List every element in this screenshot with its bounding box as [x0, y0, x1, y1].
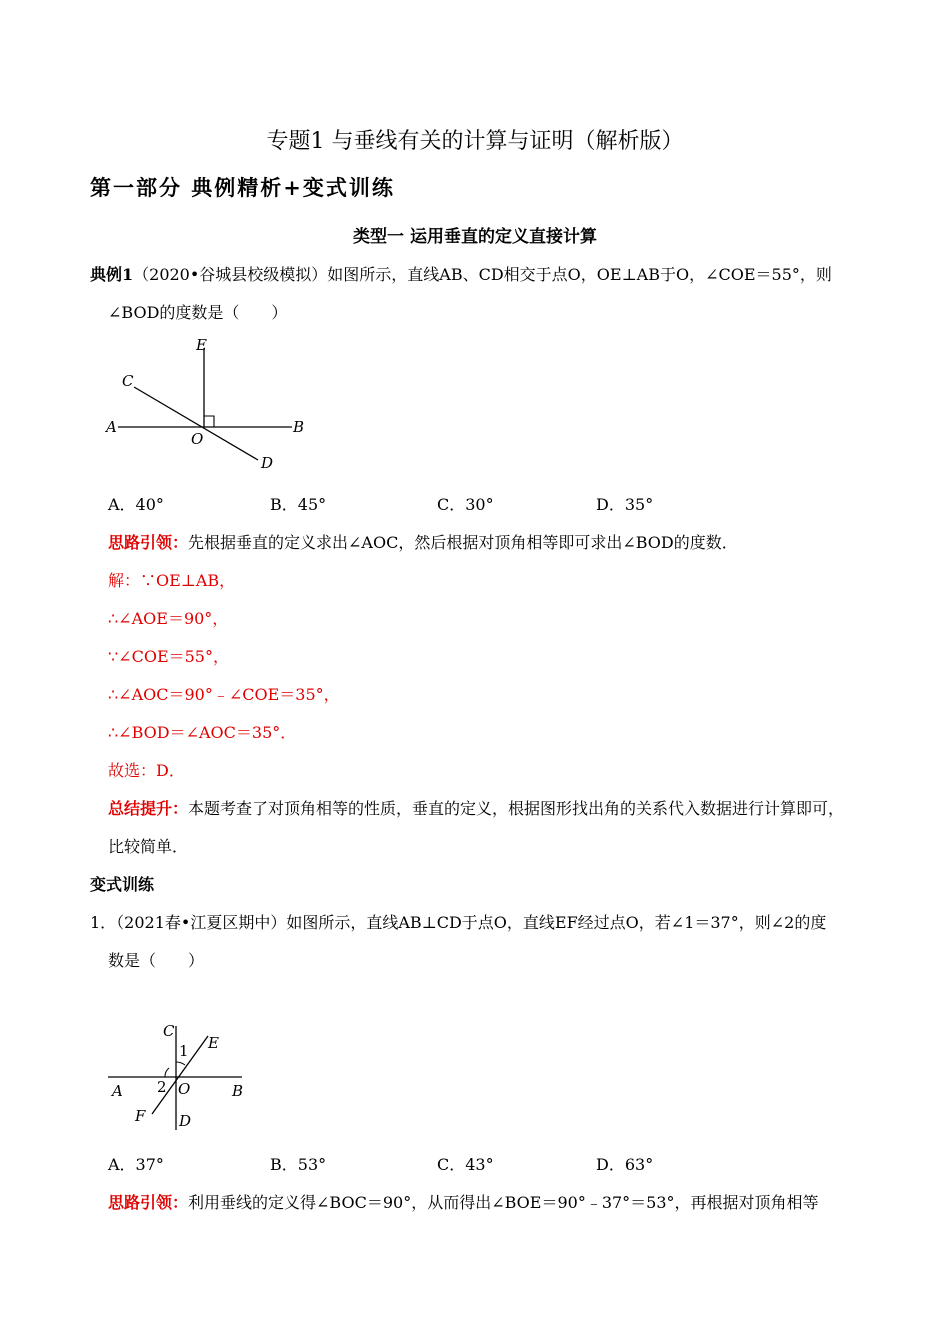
solution-line-6: 故选：D．	[108, 761, 185, 780]
example1-hint	[108, 530, 738, 553]
example1-summary	[108, 796, 844, 819]
example1-figure	[100, 332, 320, 477]
example1-hint-label: 思路引领：	[108, 533, 189, 552]
example1-summary-label: 总结提升：	[108, 799, 189, 818]
part-heading: 第一部分 典例精析+变式训练	[90, 175, 395, 200]
solution-line-3: ∵∠COE＝55°，	[108, 647, 229, 666]
fig2-label-c: C	[163, 1022, 175, 1040]
variant-q1-line2: 数是（ ）	[108, 951, 205, 970]
example1-line1: （2020•谷城县校级模拟）如图所示，直线AB、CD相交于点O，OE⊥AB于O，∠COE＝55°，则	[133, 265, 832, 284]
example1-option-c: C．30°	[437, 495, 494, 514]
variant-q1-line1: 1．（2021春•江夏区期中）如图所示，直线AB⊥CD于点O，直线EF经过点O，若∠1＝37°，则∠2的度	[90, 913, 827, 932]
fig2-label-d: D	[179, 1112, 192, 1130]
fig1-label-o: O	[191, 430, 204, 448]
fig1-label-d: D	[261, 454, 274, 472]
fig2-label-b: B	[232, 1082, 244, 1100]
fig1-label-e: E	[196, 336, 207, 354]
solution-line-4: ∴∠AOC＝90°﹣∠COE＝35°，	[108, 685, 340, 704]
type-heading: 类型一 运用垂直的定义直接计算	[353, 227, 597, 247]
example1-option-b: B．45°	[270, 495, 327, 514]
variant-heading: 变式训练	[90, 875, 155, 894]
fig1-label-c: C	[122, 372, 134, 390]
example1-option-d: D．35°	[596, 495, 654, 514]
variant-hint	[108, 1190, 819, 1213]
example1-option-a: A．40°	[108, 495, 164, 514]
solution-line-2: ∴∠AOE＝90°，	[108, 609, 229, 628]
example1-line2: ∠BOD的度数是（ ）	[108, 303, 288, 322]
fig2-label-f: F	[135, 1107, 146, 1125]
example1-hint-text: 先根据垂直的定义求出∠AOC，然后根据对顶角相等即可求出∠BOD的度数．	[188, 533, 738, 552]
variant-hint-text: 利用垂线的定义得∠BOC＝90°，从而得出∠BOE＝90°﹣37°＝53°，再根据对顶角相等	[188, 1193, 819, 1212]
page-title: 专题1 与垂线有关的计算与证明（解析版）	[266, 129, 684, 154]
fig2-label-o: O	[178, 1080, 191, 1098]
solution-line-5: ∴∠BOD＝∠AOC＝35°．	[108, 723, 297, 742]
fig2-label-2: 2	[157, 1078, 167, 1096]
variant-q1-figure	[100, 1016, 260, 1136]
example1-question	[90, 262, 832, 285]
variant-option-d: D．63°	[596, 1155, 654, 1174]
fig2-label-1: 1	[179, 1042, 189, 1060]
variant-option-b: B．53°	[270, 1155, 327, 1174]
variant-option-c: C．43°	[437, 1155, 494, 1174]
fig1-label-a: A	[106, 418, 117, 436]
fig2-label-e: E	[208, 1034, 219, 1052]
example1-label: 典例1	[90, 265, 134, 284]
variant-hint-label: 思路引领：	[108, 1193, 189, 1212]
fig2-label-a: A	[112, 1082, 123, 1100]
solution-line-1: 解：∵OE⊥AB，	[108, 571, 236, 590]
fig1-label-b: B	[293, 418, 305, 436]
example1-summary-text2: 比较简单．	[108, 837, 189, 856]
example1-summary-text1: 本题考查了对顶角相等的性质，垂直的定义，根据图形找出角的关系代入数据进行计算即可，	[188, 799, 845, 818]
variant-option-a: A．37°	[108, 1155, 164, 1174]
